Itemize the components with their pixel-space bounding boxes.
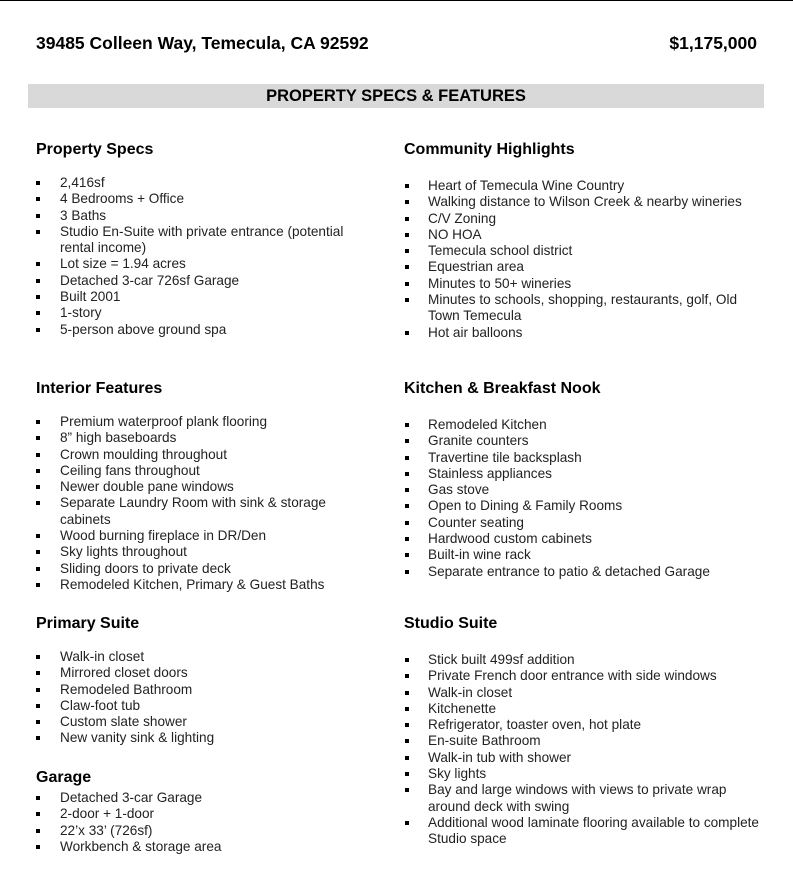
section-title: Interior Features — [36, 380, 163, 397]
list-item: Hot air balloons — [404, 325, 764, 341]
section-title: Primary Suite — [36, 615, 140, 632]
section-title: Studio Suite — [404, 615, 498, 632]
list-item: Wood burning fireplace in DR/Den — [36, 528, 376, 544]
primary-suite-section — [36, 615, 376, 747]
list-item: Hardwood custom cabinets — [404, 531, 764, 547]
list-item: Newer double pane windows — [36, 479, 376, 495]
list-item: Sky lights throughout — [36, 544, 376, 560]
garage-section — [36, 769, 376, 855]
list-item: 3 Baths — [36, 208, 376, 224]
list-item: 1-story — [36, 305, 376, 321]
list-item: Remodeled Kitchen — [404, 417, 764, 433]
bullet-list — [36, 175, 376, 338]
property-address: 39485 Colleen Way, Temecula, CA 92592 — [36, 33, 369, 53]
list-item: Heart of Temecula Wine Country — [404, 178, 764, 194]
list-item: Refrigerator, toaster oven, hot plate — [404, 717, 764, 733]
list-item: Remodeled Kitchen, Primary & Guest Baths — [36, 577, 376, 593]
bullet-list — [36, 649, 376, 747]
list-item: Granite counters — [404, 433, 764, 449]
bullet-list — [404, 178, 764, 341]
list-item: Custom slate shower — [36, 714, 376, 730]
list-item: Built-in wine rack — [404, 547, 764, 563]
list-item: Walk-in closet — [36, 649, 376, 665]
list-item: Travertine tile backsplash — [404, 450, 764, 466]
list-item: 2,416sf — [36, 175, 376, 191]
studio-suite-section — [404, 615, 764, 848]
list-item: New vanity sink & lighting — [36, 730, 376, 746]
list-item: Counter seating — [404, 515, 764, 531]
list-item: Detached 3-car 726sf Garage — [36, 273, 376, 289]
list-item: Workbench & storage area — [36, 839, 376, 855]
list-item: NO HOA — [404, 227, 764, 243]
list-item: Claw-foot tub — [36, 698, 376, 714]
list-item: Mirrored closet doors — [36, 665, 376, 681]
list-item: Premium waterproof plank flooring — [36, 414, 376, 430]
list-item: Sky lights — [404, 766, 764, 782]
section-banner: PROPERTY SPECS & FEATURES — [28, 84, 764, 108]
list-item: Remodeled Bathroom — [36, 682, 376, 698]
list-item: 22’x 33’ (726sf) — [36, 823, 376, 839]
list-item: Minutes to 50+ wineries — [404, 276, 764, 292]
list-item: 2-door + 1-door — [36, 806, 376, 822]
property-specs-section — [36, 141, 376, 338]
section-title: Property Specs — [36, 141, 154, 158]
section-title: Garage — [36, 769, 92, 786]
list-item: Walking distance to Wilson Creek & nearby wineries — [404, 194, 764, 210]
list-item: Separate Laundry Room with sink & storage cabinets — [36, 495, 376, 528]
list-item: Equestrian area — [404, 259, 764, 275]
bullet-list — [404, 652, 764, 848]
kitchen-section — [404, 380, 764, 580]
list-item: Lot size = 1.94 acres — [36, 256, 376, 272]
section-title: Kitchen & Breakfast Nook — [404, 380, 601, 397]
list-item: Private French door entrance with side windows — [404, 668, 764, 684]
list-item: Separate entrance to patio & detached Garage — [404, 564, 764, 580]
top-rule — [0, 0, 793, 1]
list-item: Temecula school district — [404, 243, 764, 259]
list-item: Crown moulding throughout — [36, 447, 376, 463]
list-item: Walk-in tub with shower — [404, 750, 764, 766]
list-item: En-suite Bathroom — [404, 733, 764, 749]
list-item: Open to Dining & Family Rooms — [404, 498, 764, 514]
list-item: C/V Zoning — [404, 211, 764, 227]
list-item: Detached 3-car Garage — [36, 790, 376, 806]
bullet-list — [36, 414, 376, 593]
community-highlights-section — [404, 141, 764, 341]
interior-features-section — [36, 380, 376, 593]
list-item: Built 2001 — [36, 289, 376, 305]
section-title: Community Highlights — [404, 141, 575, 158]
list-item: Additional wood laminate flooring available to complete Studio space — [404, 815, 764, 848]
bullet-list — [36, 790, 376, 855]
list-item: Minutes to schools, shopping, restaurants, golf, Old Town Temecula — [404, 292, 764, 325]
list-item: Kitchenette — [404, 701, 764, 717]
list-item: Ceiling fans throughout — [36, 463, 376, 479]
list-item: Stainless appliances — [404, 466, 764, 482]
list-item: Studio En-Suite with private entrance (potential rental income) — [36, 224, 376, 257]
list-item: Gas stove — [404, 482, 764, 498]
list-item: Bay and large windows with views to private wrap around deck with swing — [404, 782, 764, 815]
list-item: Stick built 499sf addition — [404, 652, 764, 668]
list-item: 4 Bedrooms + Office — [36, 191, 376, 207]
list-item: Walk-in closet — [404, 685, 764, 701]
list-item: Sliding doors to private deck — [36, 561, 376, 577]
bullet-list — [404, 417, 764, 580]
list-item: 8” high baseboards — [36, 430, 376, 446]
list-item: 5-person above ground spa — [36, 322, 376, 338]
property-price: $1,175,000 — [669, 33, 757, 53]
